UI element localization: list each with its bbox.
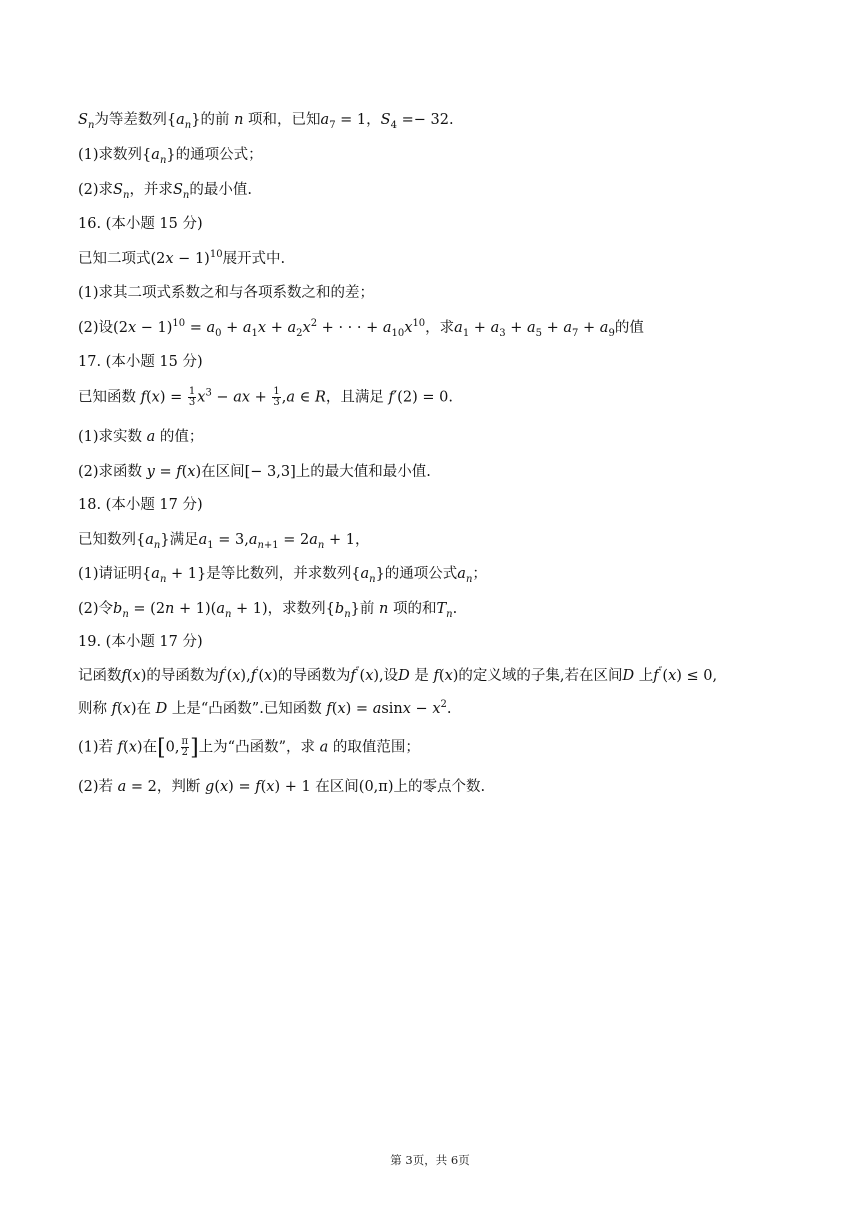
q19-part2: (2)若 a = 2，判断 g(x) = f(x) + 1 在区间(0,π)上的零点个数. [78, 779, 486, 795]
q18-intro: 已知数列$\{a_n\}$满足$a_1 = 3,a_{n+1} = 2a_n + 1$， [78, 532, 370, 551]
q18-heading: 18. (本小题 17 分) [78, 497, 203, 513]
q17-heading: 17. (本小题 15 分) [78, 354, 203, 370]
q15-part1: (1)求数列$\{a_n\}$的通项公式； [78, 147, 263, 166]
q16-part2: (2)设$(2x - 1)^{10} = a_0 + a_1x + a_2x^2$ + · · · + $a_{10}x^{10}$，求$a_1 + a_3 + a_5 + a_7 + a_9$的值 [78, 318, 644, 339]
q19-heading: 19. (本小题 17 分) [78, 634, 203, 650]
q15-intro: $S_n$为等差数列$\{a_n\}$的前 n 项和，已知$a_7 = 1$，$S_4 =- 32$. [78, 112, 454, 131]
q19-intro-1: 记函数f(x)的导函数为f′(x),f′(x)的导函数为f″(x),设D 是 f(x)的定义域的子集,若在区间D 上f″(x) ≤ 0, [78, 666, 718, 684]
q18-part2: (2)令$b_n = (2n + 1)(a_n + 1)$，求数列$\{b_n\}$前 n 项的和$T_n$. [78, 601, 458, 620]
q17-intro: 已知函数 f(x) = $\frac{1}{3}$ $x^3$ − ax + $\frac{1}{3}$ ,a ∈ R，且满足 f′(2) = 0. [78, 386, 453, 408]
q15-part2: (2)求$S_n$，并求$S_n$的最小值. [78, 182, 252, 201]
q16-intro: 已知二项式$(2x - 1)^{10}$展开式中. [78, 249, 286, 267]
page-footer: 第 3页，共 6页 [390, 1153, 470, 1167]
q17-part2: (2)求函数 y = f(x)在区间[− 3,3]上的最大值和最小值. [78, 464, 431, 480]
q16-heading: 16. (本小题 15 分) [78, 216, 203, 232]
q17-part1: (1)求实数 a 的值； [78, 429, 204, 445]
q18-part1: (1)请证明$\{a_n + 1\}$是等比数列，并求数列$\{a_n\}$的通项公式$a_n$； [78, 566, 487, 585]
q19-part1: (1)若 f(x)在[0, $\frac{\pi}{2}$ ]上为“凸函数”，求 a 的取值范围； [78, 735, 420, 761]
q16-part1: (1)求其二项式系数之和与各项系数之和的差； [78, 285, 375, 301]
q19-intro-2: 则称 f(x)在 D 上是“凸函数”.已知函数 $f(x) = asinx - x^2$. [78, 699, 452, 717]
